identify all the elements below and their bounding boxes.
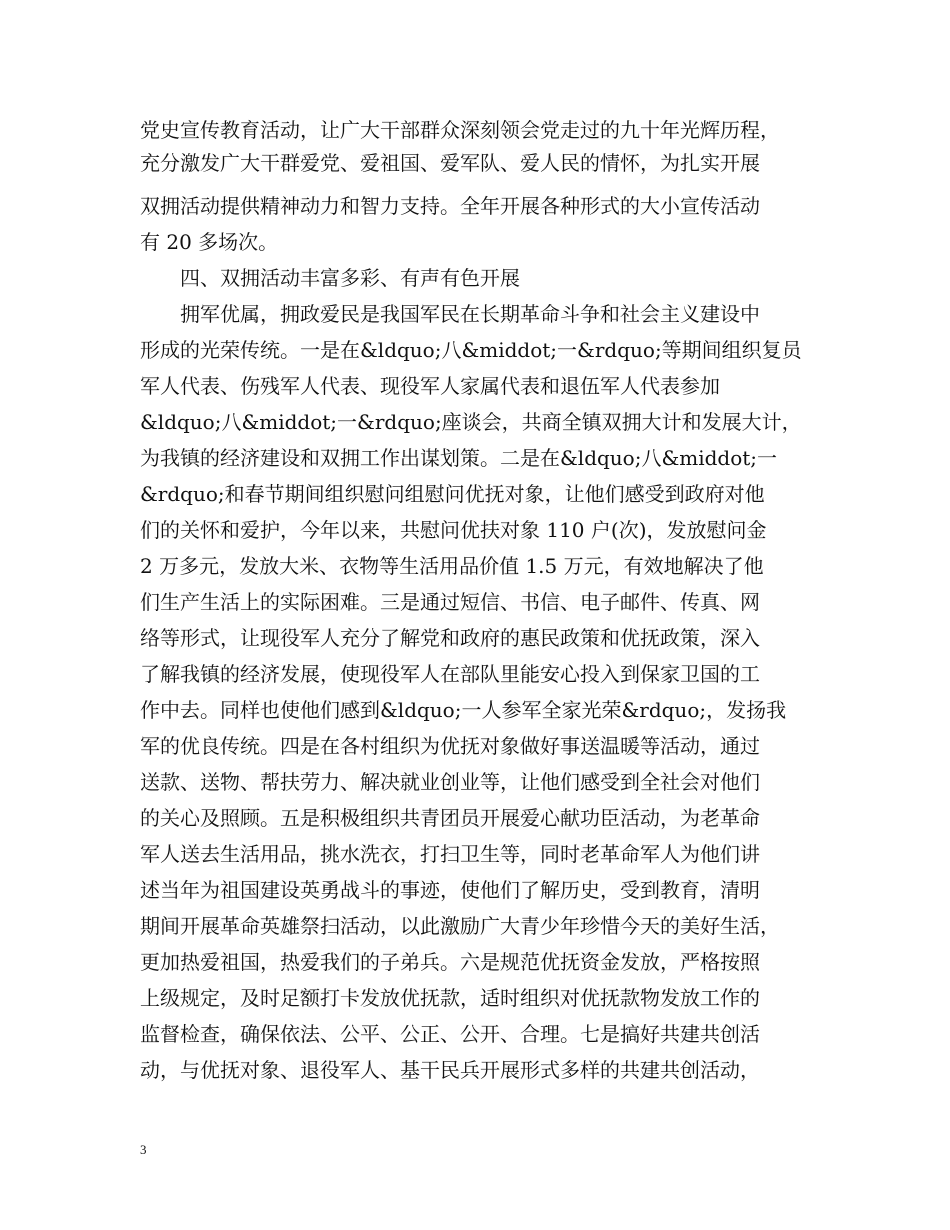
text-line: 作中去。同样也使他们感到&ldquo;一人参军全家光荣&rdquo;，发扬我 bbox=[140, 698, 787, 722]
text-line: 络等形式，让现役军人充分了解党和政府的惠民政策和优抚政策，深入 bbox=[140, 626, 760, 650]
text-line: 们生产生活上的实际困难。三是通过短信、书信、电子邮件、传真、网 bbox=[140, 590, 760, 614]
text-line: 的关心及照顾。五是积极组织共青团员开展爱心献功臣活动，为老革命 bbox=[140, 806, 760, 830]
text-line: 们的关怀和爱护，今年以来，共慰问优扶对象 110 户(次)，发放慰问金 bbox=[140, 518, 767, 542]
text-line: 拥军优属，拥政爱民是我国军民在长期革命斗争和社会主义建设中 bbox=[140, 302, 760, 326]
text-line: 2 万多元，发放大米、衣物等生活用品价值 1.5 万元，有效地解决了他 bbox=[140, 554, 764, 578]
text-line: 党史宣传教育活动，让广大干部群众深刻领会党走过的九十年光辉历程， bbox=[140, 118, 780, 142]
page-number: 3 bbox=[140, 1142, 147, 1157]
text-line: 军人代表、伤残军人代表、现役军人家属代表和退伍军人代表参加 bbox=[140, 374, 720, 398]
text-line: 有 20 多场次。 bbox=[140, 230, 279, 254]
text-line: 上级规定，及时足额打卡发放优抚款，适时组织对优抚款物发放工作的 bbox=[140, 986, 760, 1010]
text-line: 更加热爱祖国，热爱我们的子弟兵。六是规范优抚资金发放，严格按照 bbox=[140, 950, 760, 974]
text-line: 为我镇的经济建设和双拥工作出谋划策。二是在&ldquo;八&middot;一 bbox=[140, 446, 778, 470]
section-heading: 四、双拥活动丰富多彩、有声有色开展 bbox=[140, 266, 520, 290]
text-line: 充分激发广大干群爱党、爱祖国、爱军队、爱人民的情怀，为扎实开展 bbox=[140, 151, 760, 175]
text-line: 军的优良传统。四是在各村组织为优抚对象做好事送温暖等活动，通过 bbox=[140, 734, 760, 758]
text-line: &rdquo;和春节期间组织慰问组慰问优抚对象，让他们感受到政府对他 bbox=[140, 482, 765, 506]
text-line: 期间开展革命英雄祭扫活动，以此激励广大青少年珍惜今天的美好生活， bbox=[140, 914, 780, 938]
text-line: 军人送去生活用品，挑水洗衣，打扫卫生等，同时老革命军人为他们讲 bbox=[140, 842, 760, 866]
text-line: 述当年为祖国建设英勇战斗的事迹，使他们了解历史，受到教育，清明 bbox=[140, 878, 760, 902]
text-line: 动，与优抚对象、退役军人、基干民兵开展形式多样的共建共创活动， bbox=[140, 1058, 760, 1082]
text-line: 送款、送物、帮扶劳力、解决就业创业等，让他们感受到全社会对他们 bbox=[140, 770, 760, 794]
text-line: 监督检查，确保依法、公平、公正、公开、合理。七是搞好共建共创活 bbox=[140, 1022, 760, 1046]
text-line: 形成的光荣传统。一是在&ldquo;八&middot;一&rdquo;等期间组织复员 bbox=[140, 338, 802, 362]
text-line: &ldquo;八&middot;一&rdquo;座谈会，共商全镇双拥大计和发展大计， bbox=[140, 410, 802, 434]
text-line: 双拥活动提供精神动力和智力支持。全年开展各种形式的大小宣传活动 bbox=[140, 194, 760, 218]
text-line: 了解我镇的经济发展，使现役军人在部队里能安心投入到保家卫国的工 bbox=[140, 662, 760, 686]
